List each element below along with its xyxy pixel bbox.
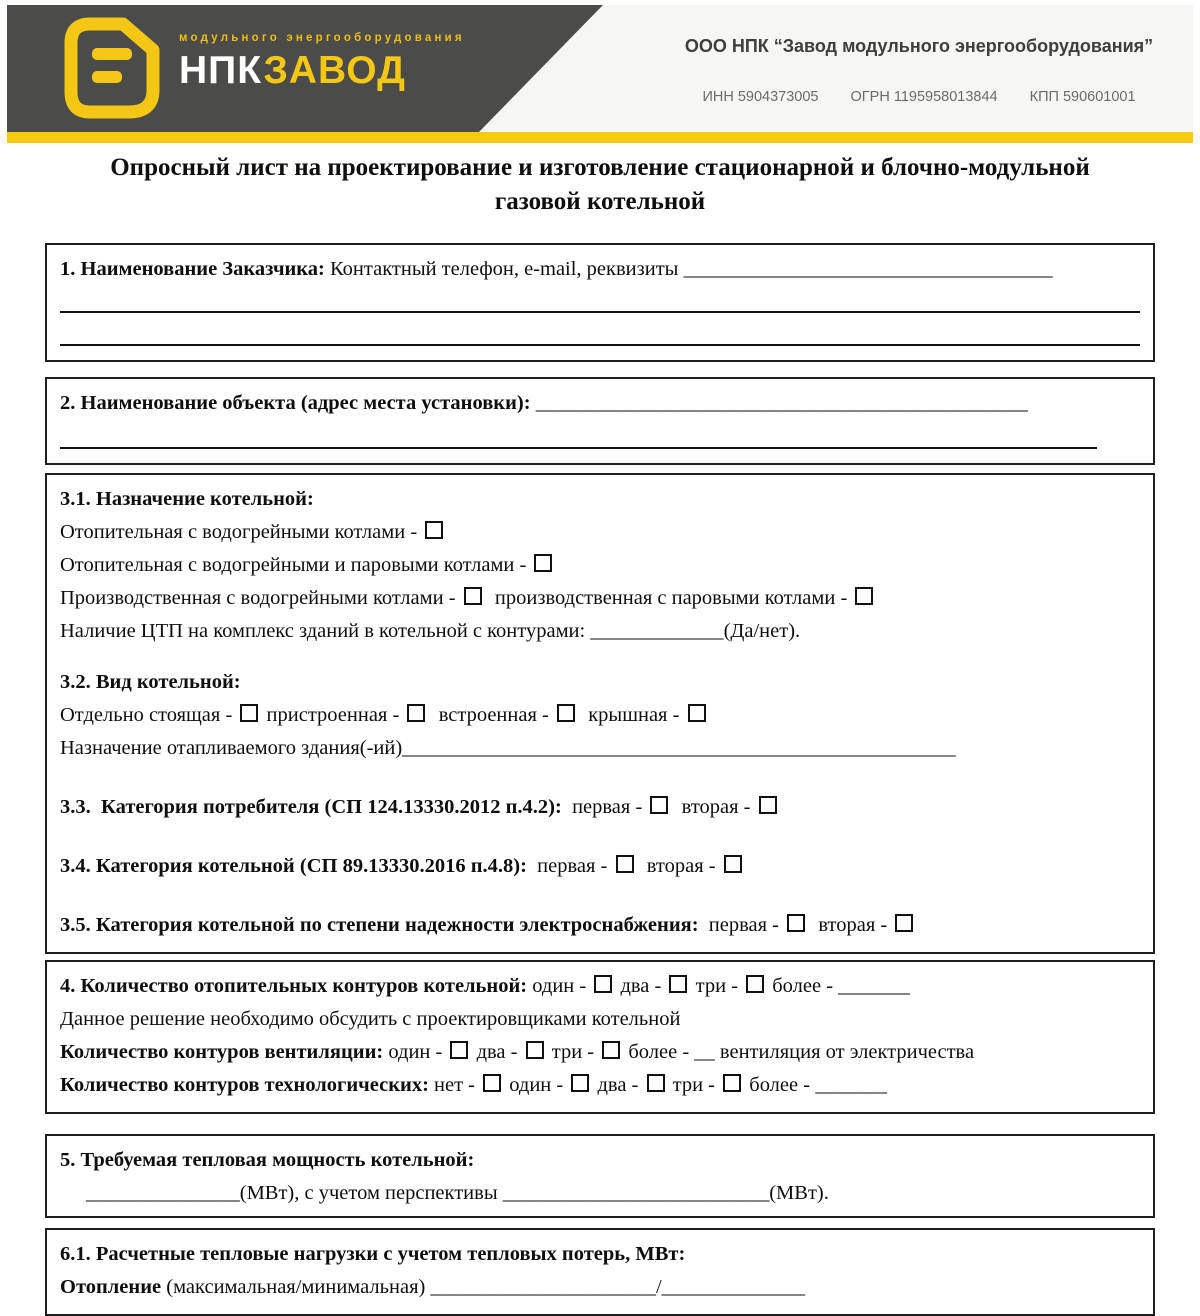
- form-line: [60, 1069, 1140, 1102]
- option-label: два -: [615, 975, 667, 997]
- option-label: два -: [592, 1074, 644, 1096]
- option-label: вторая -: [636, 855, 721, 877]
- option-label: первая -: [703, 914, 785, 936]
- form-line: [60, 1036, 1140, 1069]
- section-2-label: 2. Наименование объекта (адрес места установки):: [60, 392, 536, 414]
- option-label: более -: [744, 1074, 816, 1096]
- option-label: вторая -: [671, 796, 756, 818]
- blank-field[interactable]: _____________: [590, 620, 724, 642]
- section-5-title: 5. Требуемая тепловая мощность котельной:: [60, 1149, 475, 1171]
- form-line: [60, 387, 1140, 420]
- checkbox[interactable]: [571, 1074, 589, 1092]
- option-label: более -: [623, 1041, 695, 1063]
- section-6-title: 6.1. Расчетные тепловые нагрузки с учетом тепловых потерь, МВт:: [60, 1243, 686, 1265]
- checkbox[interactable]: [759, 796, 777, 814]
- checkbox[interactable]: [483, 1074, 501, 1092]
- blank-field[interactable]: _______: [838, 975, 910, 997]
- section-3-3-line: [60, 791, 1140, 824]
- option-label: Отопительная с водогрейными и паровыми котлами -: [60, 554, 532, 576]
- option-label: крышная -: [577, 704, 685, 726]
- option-label: вентиляция от электричества: [714, 1041, 975, 1063]
- option-label: первая -: [566, 796, 648, 818]
- brand-yellow-bar: [7, 132, 1193, 143]
- form-line: [60, 1177, 1140, 1210]
- checkbox[interactable]: [723, 1074, 741, 1092]
- company-kpp: КПП 590601001: [1029, 89, 1136, 105]
- heating-label: Отопление: [60, 1276, 162, 1298]
- option-label: более -: [767, 975, 839, 997]
- option-label: два -: [471, 1041, 523, 1063]
- checkbox[interactable]: [724, 855, 742, 873]
- company-requisites: [657, 89, 1181, 105]
- option-label: три -: [690, 975, 744, 997]
- technological-circuits-label: Количество контуров технологических:: [60, 1074, 429, 1096]
- checkbox[interactable]: [647, 1074, 665, 1092]
- form-line: [60, 1271, 1140, 1304]
- option-label: первая -: [532, 855, 613, 877]
- option-label: (максимальная/минимальная): [161, 1276, 431, 1298]
- section-1-text: Контактный телефон, e-mail, реквизиты: [324, 258, 684, 280]
- option-label: Наличие ЦТП на комплекс зданий в котельной с контурами:: [60, 620, 591, 642]
- section-3-2-title: 3.2. Вид котельной:: [60, 671, 241, 693]
- company-ogrn: ОГРН 1195958013844: [850, 89, 998, 105]
- blank-field[interactable]: ______________: [661, 1276, 806, 1298]
- fill-line[interactable]: [60, 343, 1140, 346]
- company-info: [657, 5, 1181, 132]
- company-logo: [65, 18, 465, 118]
- fill-line[interactable]: [60, 446, 1097, 449]
- checkbox[interactable]: [594, 975, 612, 993]
- section-1-label: 1. Наименование Заказчика:: [60, 258, 325, 280]
- checkbox[interactable]: [534, 554, 552, 572]
- blank-field[interactable]: _______: [815, 1074, 887, 1096]
- company-name: ООО НПК “Завод модульного энергооборудования”: [684, 36, 1154, 56]
- option-line: [60, 516, 1140, 549]
- fill-line[interactable]: [60, 310, 1140, 313]
- option-label: (МВт), с учетом перспективы: [239, 1182, 503, 1204]
- section-3-4-label: 3.4. Категория котельной (СП 89.13330.2016 п.4.8):: [60, 855, 533, 877]
- logo-tagline: модульного энергооборудования: [179, 32, 465, 44]
- checkbox[interactable]: [650, 796, 668, 814]
- section-3-4-line: [60, 850, 1140, 883]
- logo-mark-icon: [65, 18, 159, 118]
- option-label: (МВт).: [769, 1182, 829, 1204]
- document-page: [0, 5, 1200, 1298]
- blank-field[interactable]: ________________________________________________: [535, 392, 1028, 414]
- option-label: вторая -: [808, 914, 893, 936]
- option-label: /: [655, 1276, 662, 1298]
- checkbox[interactable]: [450, 1041, 468, 1059]
- section-2-object: [45, 377, 1155, 465]
- checkbox[interactable]: [557, 704, 575, 722]
- ventilation-circuits-label: Количество контуров вентиляции:: [60, 1041, 384, 1063]
- option-label: Отдельно стоящая -: [60, 704, 238, 726]
- checkbox[interactable]: [407, 704, 425, 722]
- option-label: (Да/нет).: [723, 620, 801, 642]
- section-4-label: 4. Количество отопительных контуров котельной:: [60, 975, 528, 997]
- section-6-loads: [45, 1228, 1155, 1316]
- checkbox[interactable]: [240, 704, 258, 722]
- header-banner: [7, 5, 1193, 132]
- section-3-5-line: [60, 909, 1140, 942]
- option-line: [60, 582, 1140, 615]
- form-line: [60, 970, 1140, 1003]
- note-line: Данное решение необходимо обсудить с проектировщиками котельной: [60, 1008, 681, 1030]
- section-3-3-label: 3.3. Категория потребителя (СП 124.13330.2012 п.4.2):: [60, 796, 567, 818]
- form-line: [60, 732, 1140, 765]
- checkbox[interactable]: [746, 975, 764, 993]
- section-3-1-title: 3.1. Назначение котельной:: [60, 488, 314, 510]
- blank-field[interactable]: ______________________________________________________: [402, 737, 956, 759]
- section-3-boiler: [45, 473, 1155, 954]
- section-5-power: [45, 1134, 1155, 1218]
- checkbox[interactable]: [425, 521, 443, 539]
- option-label: производственная с паровыми котлами -: [484, 587, 853, 609]
- blank-field[interactable]: __________________________: [502, 1182, 770, 1204]
- logo-name-npk: НПК: [179, 49, 264, 92]
- logo-name-zavod: ЗАВОД: [263, 49, 406, 92]
- option-label: нет -: [428, 1074, 481, 1096]
- option-label: Назначение отапливаемого здания(-ий): [60, 737, 403, 759]
- checkbox[interactable]: [526, 1041, 544, 1059]
- option-line: [60, 699, 1140, 732]
- checkbox[interactable]: [602, 1041, 620, 1059]
- section-4-circuits: [45, 960, 1155, 1114]
- option-label: пристроенная -: [261, 704, 405, 726]
- checkbox[interactable]: [464, 587, 482, 605]
- company-inn: ИНН 5904373005: [702, 89, 819, 105]
- option-label: Отопительная с водогрейными котлами -: [60, 521, 423, 543]
- option-label: один -: [527, 975, 592, 997]
- checkbox[interactable]: [688, 704, 706, 722]
- checkbox[interactable]: [787, 914, 805, 932]
- section-3-5-label: 3.5. Категория котельной по степени надежности электроснабжения:: [60, 914, 704, 936]
- checkbox[interactable]: [855, 587, 873, 605]
- logo-text: [179, 18, 465, 90]
- option-label: три -: [667, 1074, 721, 1096]
- option-line: [60, 615, 1140, 648]
- blank-field[interactable]: ______________________: [430, 1276, 656, 1298]
- option-label: три -: [546, 1041, 600, 1063]
- blank-field[interactable]: __: [694, 1041, 715, 1063]
- blank-field[interactable]: _______________: [86, 1182, 240, 1204]
- option-label: один -: [504, 1074, 569, 1096]
- section-1-customer: [45, 243, 1155, 362]
- form-line: [60, 253, 1140, 286]
- option-line: [60, 549, 1140, 582]
- logo-name: [179, 51, 465, 90]
- checkbox[interactable]: [669, 975, 687, 993]
- blank-field[interactable]: ____________________________________: [683, 258, 1053, 280]
- document-title: Опросный лист на проектирование и изготовление стационарной и блочно-модульной газовой котельной: [110, 154, 1090, 215]
- checkbox[interactable]: [616, 855, 634, 873]
- checkbox[interactable]: [895, 914, 913, 932]
- option-label: встроенная -: [428, 704, 554, 726]
- option-label: Производственная с водогрейными котлами -: [60, 587, 461, 609]
- option-label: один -: [383, 1041, 448, 1063]
